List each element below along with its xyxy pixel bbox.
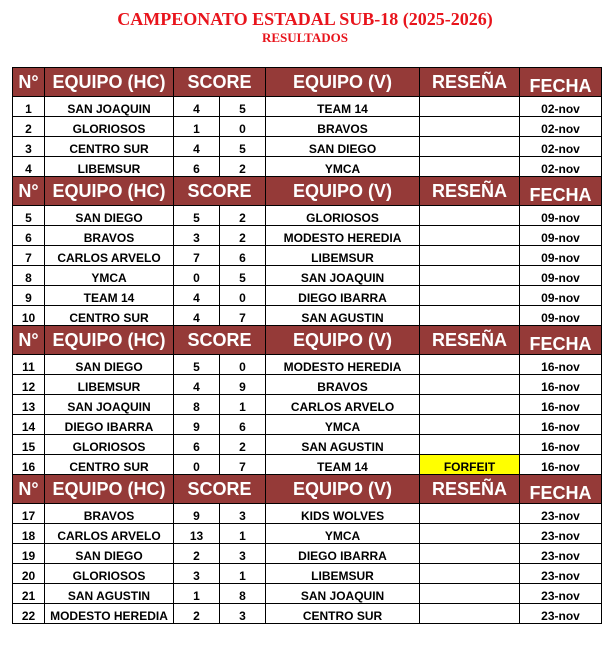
visitor-score: 0 <box>220 355 266 375</box>
home-team: SAN JOAQUIN <box>45 97 174 117</box>
game-date: 23-nov <box>520 504 602 524</box>
table-row <box>13 375 602 395</box>
game-number: 21 <box>13 584 45 604</box>
review-note <box>420 206 520 226</box>
header-number: N° <box>13 177 45 206</box>
table-row <box>13 455 602 475</box>
visitor-team: MODESTO HEREDIA <box>266 355 420 375</box>
home-team: LIBEMSUR <box>45 157 174 177</box>
table-row <box>13 504 602 524</box>
home-score: 3 <box>174 564 220 584</box>
home-team: SAN DIEGO <box>45 544 174 564</box>
header-date: FECHA <box>520 68 602 97</box>
game-number: 8 <box>13 266 45 286</box>
home-score: 5 <box>174 206 220 226</box>
visitor-team: MODESTO HEREDIA <box>266 226 420 246</box>
header-review: RESEÑA <box>420 177 520 206</box>
header-score: SCORE <box>174 68 266 97</box>
home-team: SAN DIEGO <box>45 206 174 226</box>
home-team: SAN JOAQUIN <box>45 395 174 415</box>
home-score: 6 <box>174 435 220 455</box>
game-date: 16-nov <box>520 455 602 475</box>
home-score: 2 <box>174 604 220 624</box>
home-team: CARLOS ARVELO <box>45 524 174 544</box>
visitor-team: YMCA <box>266 157 420 177</box>
review-note <box>420 584 520 604</box>
home-score: 4 <box>174 375 220 395</box>
home-score: 3 <box>174 226 220 246</box>
section-header-row <box>13 177 602 206</box>
home-team: CENTRO SUR <box>45 137 174 157</box>
game-number: 5 <box>13 206 45 226</box>
visitor-team: YMCA <box>266 524 420 544</box>
home-score: 4 <box>174 286 220 306</box>
home-team: DIEGO IBARRA <box>45 415 174 435</box>
visitor-score: 3 <box>220 504 266 524</box>
home-team: GLORIOSOS <box>45 564 174 584</box>
table-row <box>13 137 602 157</box>
page-subtitle: RESULTADOS <box>262 30 348 45</box>
home-team: LIBEMSUR <box>45 375 174 395</box>
game-number: 18 <box>13 524 45 544</box>
header-number: N° <box>13 68 45 97</box>
visitor-score: 9 <box>220 375 266 395</box>
game-date: 02-nov <box>520 97 602 117</box>
header-home-team: EQUIPO (HC) <box>45 326 174 355</box>
game-number: 12 <box>13 375 45 395</box>
review-note <box>420 415 520 435</box>
home-team: YMCA <box>45 266 174 286</box>
visitor-score: 3 <box>220 544 266 564</box>
visitor-team: BRAVOS <box>266 117 420 137</box>
table-row <box>13 246 602 266</box>
home-team: TEAM 14 <box>45 286 174 306</box>
game-number: 20 <box>13 564 45 584</box>
home-team: MODESTO HEREDIA <box>45 604 174 624</box>
review-note <box>420 375 520 395</box>
table-row <box>13 117 602 137</box>
game-number: 14 <box>13 415 45 435</box>
visitor-score: 7 <box>220 455 266 475</box>
home-team: GLORIOSOS <box>45 117 174 137</box>
visitor-team: CARLOS ARVELO <box>266 395 420 415</box>
header-home-team: EQUIPO (HC) <box>45 177 174 206</box>
visitor-team: LIBEMSUR <box>266 564 420 584</box>
review-note: FORFEIT <box>420 455 520 475</box>
game-date: 02-nov <box>520 157 602 177</box>
home-team: BRAVOS <box>45 226 174 246</box>
table-row <box>13 544 602 564</box>
header-date: FECHA <box>520 475 602 504</box>
table-row <box>13 524 602 544</box>
header-visitor-team: EQUIPO (V) <box>266 326 420 355</box>
review-note <box>420 246 520 266</box>
review-note <box>420 286 520 306</box>
visitor-team: SAN AGUSTIN <box>266 435 420 455</box>
review-note <box>420 137 520 157</box>
visitor-team: TEAM 14 <box>266 97 420 117</box>
review-note <box>420 564 520 584</box>
review-note <box>420 355 520 375</box>
section-header-row <box>13 326 602 355</box>
header-review: RESEÑA <box>420 326 520 355</box>
home-score: 6 <box>174 157 220 177</box>
game-date: 09-nov <box>520 226 602 246</box>
game-number: 15 <box>13 435 45 455</box>
home-score: 5 <box>174 355 220 375</box>
home-team: CENTRO SUR <box>45 306 174 326</box>
visitor-team: SAN DIEGO <box>266 137 420 157</box>
visitor-score: 2 <box>220 206 266 226</box>
visitor-score: 3 <box>220 604 266 624</box>
game-number: 4 <box>13 157 45 177</box>
visitor-score: 0 <box>220 286 266 306</box>
visitor-score: 7 <box>220 306 266 326</box>
table-row <box>13 286 602 306</box>
game-date: 09-nov <box>520 206 602 226</box>
header-home-team: EQUIPO (HC) <box>45 475 174 504</box>
visitor-team: TEAM 14 <box>266 455 420 475</box>
game-number: 7 <box>13 246 45 266</box>
header-date: FECHA <box>520 326 602 355</box>
section-header-row <box>13 68 602 97</box>
review-note <box>420 435 520 455</box>
game-date: 23-nov <box>520 524 602 544</box>
review-note <box>420 504 520 524</box>
game-date: 16-nov <box>520 415 602 435</box>
game-date: 09-nov <box>520 266 602 286</box>
home-team: BRAVOS <box>45 504 174 524</box>
table-row <box>13 604 602 624</box>
home-score: 7 <box>174 246 220 266</box>
game-number: 9 <box>13 286 45 306</box>
visitor-score: 5 <box>220 97 266 117</box>
visitor-score: 6 <box>220 246 266 266</box>
table-row <box>13 395 602 415</box>
game-date: 09-nov <box>520 246 602 266</box>
game-date: 16-nov <box>520 395 602 415</box>
visitor-team: YMCA <box>266 415 420 435</box>
visitor-team: DIEGO IBARRA <box>266 286 420 306</box>
visitor-score: 1 <box>220 524 266 544</box>
header-review: RESEÑA <box>420 475 520 504</box>
table-row <box>13 435 602 455</box>
header-home-team: EQUIPO (HC) <box>45 68 174 97</box>
home-score: 9 <box>174 415 220 435</box>
home-score: 0 <box>174 455 220 475</box>
visitor-score: 0 <box>220 117 266 137</box>
game-number: 2 <box>13 117 45 137</box>
visitor-score: 5 <box>220 266 266 286</box>
visitor-team: SAN JOAQUIN <box>266 266 420 286</box>
visitor-team: KIDS WOLVES <box>266 504 420 524</box>
review-note <box>420 395 520 415</box>
game-date: 23-nov <box>520 584 602 604</box>
game-number: 22 <box>13 604 45 624</box>
header-number: N° <box>13 475 45 504</box>
game-date: 23-nov <box>520 564 602 584</box>
home-team: SAN AGUSTIN <box>45 584 174 604</box>
game-number: 3 <box>13 137 45 157</box>
home-score: 8 <box>174 395 220 415</box>
game-number: 13 <box>13 395 45 415</box>
game-date: 02-nov <box>520 117 602 137</box>
header-visitor-team: EQUIPO (V) <box>266 68 420 97</box>
review-note <box>420 306 520 326</box>
visitor-team: DIEGO IBARRA <box>266 544 420 564</box>
game-date: 16-nov <box>520 355 602 375</box>
header-score: SCORE <box>174 326 266 355</box>
visitor-score: 2 <box>220 226 266 246</box>
review-note <box>420 117 520 137</box>
game-date: 09-nov <box>520 306 602 326</box>
visitor-score: 6 <box>220 415 266 435</box>
game-number: 11 <box>13 355 45 375</box>
home-score: 1 <box>174 117 220 137</box>
review-note <box>420 157 520 177</box>
table-row <box>13 306 602 326</box>
game-date: 16-nov <box>520 375 602 395</box>
table-row <box>13 226 602 246</box>
table-row <box>13 355 602 375</box>
header-visitor-team: EQUIPO (V) <box>266 475 420 504</box>
header-score: SCORE <box>174 475 266 504</box>
home-team: SAN DIEGO <box>45 355 174 375</box>
table-row <box>13 564 602 584</box>
page-title: CAMPEONATO ESTADAL SUB-18 (2025-2026) <box>117 9 493 29</box>
home-score: 9 <box>174 504 220 524</box>
header-review: RESEÑA <box>420 68 520 97</box>
home-score: 2 <box>174 544 220 564</box>
visitor-score: 1 <box>220 395 266 415</box>
game-number: 1 <box>13 97 45 117</box>
home-score: 4 <box>174 97 220 117</box>
review-note <box>420 524 520 544</box>
table-row <box>13 415 602 435</box>
table-row <box>13 206 602 226</box>
game-date: 16-nov <box>520 435 602 455</box>
visitor-team: CENTRO SUR <box>266 604 420 624</box>
home-score: 4 <box>174 306 220 326</box>
review-note <box>420 97 520 117</box>
game-date: 02-nov <box>520 137 602 157</box>
review-note <box>420 266 520 286</box>
header-visitor-team: EQUIPO (V) <box>266 177 420 206</box>
review-note <box>420 226 520 246</box>
review-note <box>420 544 520 564</box>
home-team: GLORIOSOS <box>45 435 174 455</box>
game-number: 10 <box>13 306 45 326</box>
visitor-score: 8 <box>220 584 266 604</box>
visitor-team: SAN AGUSTIN <box>266 306 420 326</box>
home-score: 0 <box>174 266 220 286</box>
home-score: 1 <box>174 584 220 604</box>
visitor-score: 2 <box>220 157 266 177</box>
header-number: N° <box>13 326 45 355</box>
home-score: 13 <box>174 524 220 544</box>
header-score: SCORE <box>174 177 266 206</box>
home-team: CARLOS ARVELO <box>45 246 174 266</box>
visitor-score: 1 <box>220 564 266 584</box>
game-number: 19 <box>13 544 45 564</box>
visitor-team: SAN JOAQUIN <box>266 584 420 604</box>
header-date: FECHA <box>520 177 602 206</box>
visitor-score: 2 <box>220 435 266 455</box>
table-row <box>13 97 602 117</box>
visitor-team: GLORIOSOS <box>266 206 420 226</box>
game-number: 16 <box>13 455 45 475</box>
visitor-team: BRAVOS <box>266 375 420 395</box>
game-date: 23-nov <box>520 604 602 624</box>
game-number: 17 <box>13 504 45 524</box>
table-row <box>13 266 602 286</box>
visitor-score: 5 <box>220 137 266 157</box>
game-number: 6 <box>13 226 45 246</box>
home-team: CENTRO SUR <box>45 455 174 475</box>
review-note <box>420 604 520 624</box>
table-row <box>13 157 602 177</box>
table-row <box>13 584 602 604</box>
section-header-row <box>13 475 602 504</box>
visitor-team: LIBEMSUR <box>266 246 420 266</box>
home-score: 4 <box>174 137 220 157</box>
results-table <box>12 67 602 624</box>
game-date: 23-nov <box>520 544 602 564</box>
game-date: 09-nov <box>520 286 602 306</box>
